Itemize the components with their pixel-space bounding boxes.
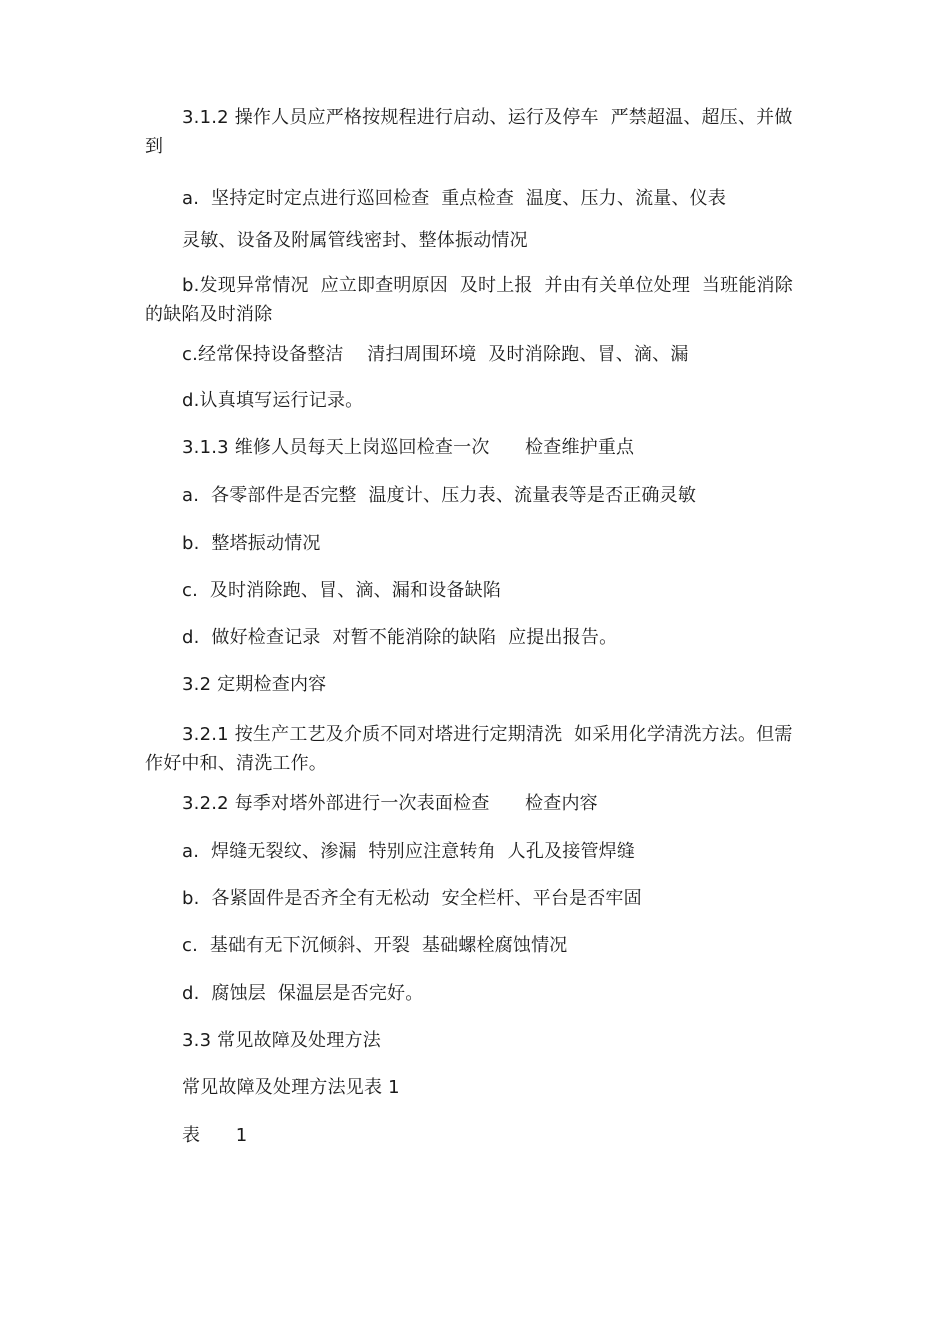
paragraph-3-2-1: 3.2.1 按生产工艺及介质不同对塔进行定期清洗 如采用化学清洗方法。但需作好中和、清洗工作。 <box>145 724 793 774</box>
list-item-d-report: d. 做好检查记录 对暂不能消除的缺陷 应提出报告。 <box>182 627 618 648</box>
paragraph-3-1-3: 3.1.3 维修人员每天上岗巡回检查一次 检查维护重点 <box>182 437 635 458</box>
list-item-c-defects: c. 及时消除跑、冒、滴、漏和设备缺陷 <box>182 580 502 601</box>
list-item-a-welds: a. 焊缝无裂纹、渗漏 特别应注意转角 人孔及接管焊缝 <box>182 841 636 862</box>
list-item-d-insulation: d. 腐蚀层 保温层是否完好。 <box>182 983 424 1004</box>
list-item-a-continuation: 灵敏、设备及附属管线密封、整体振动情况 <box>182 230 528 251</box>
section-3-3-heading: 3.3 常见故障及处理方法 <box>182 1030 381 1051</box>
list-item-a-patrol-check: a. 坚持定时定点进行巡回检查 重点检查 温度、压力、流量、仪表 <box>182 188 727 209</box>
table-caption: 表 1 <box>182 1125 248 1146</box>
list-item-b-vibration: b. 整塔振动情况 <box>182 533 321 554</box>
section-3-2-heading: 3.2 定期检查内容 <box>182 674 327 695</box>
paragraph-3-1-2: 3.1.2 操作人员应严格按规程进行启动、运行及停车 严禁超温、超压、并做到 <box>145 107 793 157</box>
paragraph-3-2-2: 3.2.2 每季对塔外部进行一次表面检查 检查内容 <box>182 793 598 814</box>
list-item-b-abnormal: b.发现异常情况 应立即查明原因 及时上报 并由有关单位处理 当班能消除的缺陷及时消除 <box>145 275 793 325</box>
list-item-c-clean: c.经常保持设备整洁 清扫周围环境 及时消除跑、冒、滴、漏 <box>182 344 689 365</box>
list-item-a-parts: a. 各零部件是否完整 温度计、压力表、流量表等是否正确灵敏 <box>182 485 697 506</box>
list-item-b-fasteners: b. 各紧固件是否齐全有无松动 安全栏杆、平台是否牢固 <box>182 888 642 909</box>
list-item-d-record: d.认真填写运行记录。 <box>182 390 364 411</box>
table-reference-text: 常见故障及处理方法见表 1 <box>182 1077 400 1098</box>
list-item-c-foundation: c. 基础有无下沉倾斜、开裂 基础螺栓腐蚀情况 <box>182 935 568 956</box>
